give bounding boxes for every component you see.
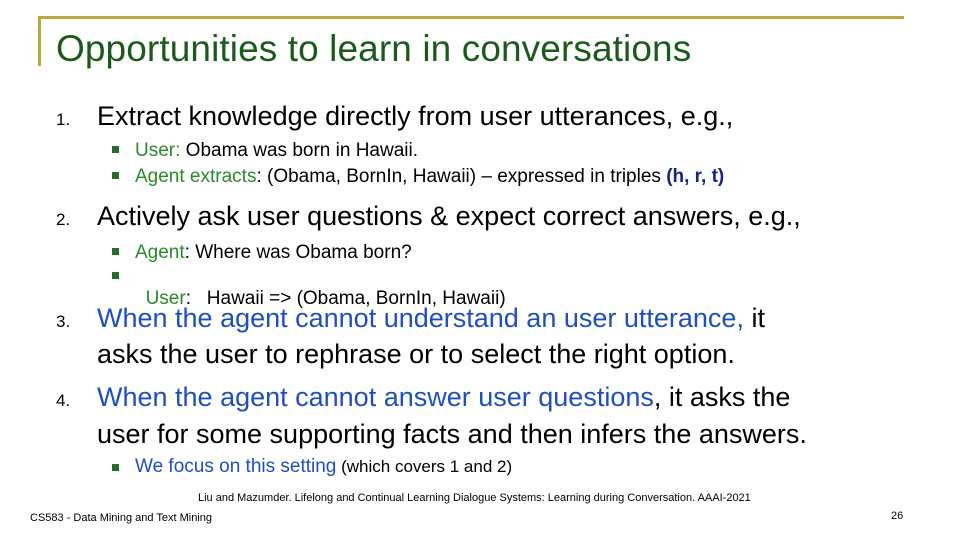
utterance-text: Obama was born in Hawaii. (180, 140, 419, 161)
bullet-square-icon (112, 464, 119, 471)
item-4-number: 4. (56, 391, 71, 410)
emphasis-text: We focus on this setting (135, 456, 337, 477)
title-frame-top (38, 16, 904, 19)
item-3-number: 3. (56, 312, 71, 331)
item-4-line-1 (97, 379, 790, 415)
title-frame-left (38, 16, 41, 66)
slide-title: Opportunities to learn in conversations (56, 28, 692, 69)
note-text: (which covers 1 and 2) (336, 457, 513, 476)
item-3-line-2: asks the user to rephrase or to select the right option. (97, 339, 735, 369)
bullet-square-icon (112, 272, 119, 279)
speaker-label: User (145, 288, 186, 309)
item-4-line-2: user for some supporting facts and then infers the answers. (97, 419, 807, 449)
triple-notation: (h, r, t) (666, 166, 725, 187)
page-number: 26 (891, 510, 904, 522)
speaker-label: Agent extracts (135, 166, 257, 187)
item-4-sub-1 (135, 456, 512, 478)
item-1-number: 1. (56, 110, 71, 129)
item-2-text: Actively ask user questions & expect correct answers, e.g., (97, 201, 801, 231)
speaker-label: User: (135, 140, 181, 161)
speaker-label: Agent (135, 242, 185, 263)
item-3-line-1 (97, 300, 765, 336)
utterance-text: : Where was Obama born? (184, 242, 412, 263)
item-1-sub-1 (135, 140, 418, 162)
item-1-sub-2 (135, 166, 724, 188)
bullet-square-icon (112, 172, 119, 179)
bullet-square-icon (112, 248, 119, 255)
item-2-sub-1 (135, 242, 412, 264)
utterance-text: : (Obama, BornIn, Hawaii) – expressed in triples (256, 166, 667, 187)
item-1-text: Extract knowledge directly from user utterances, e.g., (97, 101, 734, 131)
utterance-text: : Hawaii => (Obama, BornIn, Hawaii) (185, 288, 506, 309)
bullet-square-icon (112, 146, 119, 153)
emphasis-text: When the agent cannot answer user questions (97, 382, 654, 412)
item-2-number: 2. (56, 210, 71, 229)
citation: Liu and Mazumder. Lifelong and Continual Learning Dialogue Systems: Learning during Conversation. AAAI-2021 (198, 492, 751, 504)
plain-text: , it asks the (653, 382, 791, 412)
plain-text: it (743, 303, 765, 333)
emphasis-text: When the agent cannot understand an user utterance, (97, 303, 744, 333)
course-label: CS583 - Data Mining and Text Mining (30, 512, 213, 524)
